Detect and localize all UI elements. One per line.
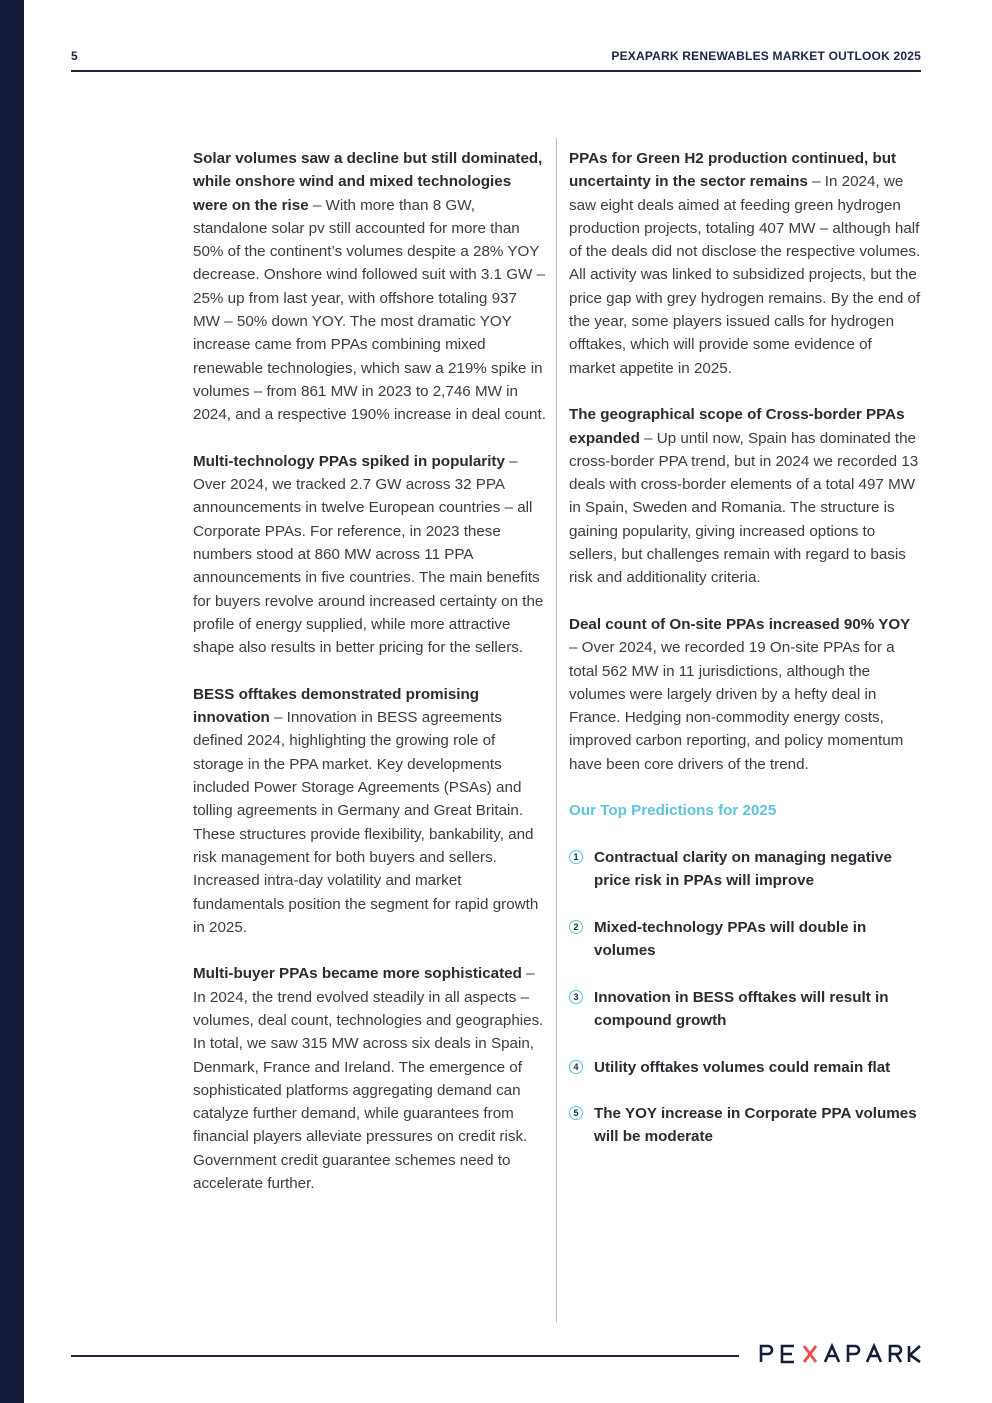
paragraph-body: – Innovation in BESS agreements defined 2024, highlighting the growing role of storage in the PPA market. Key developments included Power Storage Agreements (PSAs) and tolling agreements in Germany and Great Britain. These structures provide flexibility, bankability, and risk management for both buyers and sellers. Increased intra-day volatility and market fundamentals position the segment for rapid growth in 2025. xyxy=(193,709,539,936)
logo-x-mark xyxy=(804,1346,816,1362)
paragraph-heading: Deal count of On-site PPAs increased 90% YOY xyxy=(569,615,911,633)
paragraph-heading: Solar volumes saw a decline but still dominated, while onshore wind and mixed technologies were on the rise xyxy=(193,150,543,214)
prediction-item xyxy=(569,1056,921,1079)
paragraph-heading: The geographical scope of Cross-border PPAs expanded xyxy=(569,406,905,447)
predictions-list xyxy=(569,846,921,1149)
pexapark-logo xyxy=(759,1343,922,1365)
number-circle-icon: 2 xyxy=(569,920,583,934)
paragraph-multi-technology xyxy=(193,450,548,660)
paragraph-multi-buyer xyxy=(193,962,548,1195)
prediction-item xyxy=(569,916,921,963)
paragraph-cross-border xyxy=(569,403,921,589)
number-circle-icon: 5 xyxy=(569,1106,583,1120)
paragraph-body: – In 2024, the trend evolved steadily in all aspects – volumes, deal count, technologies and geographies. In total, we saw 315 MW across six deals in Spain, Denmark, France and Ireland. The emergence of sophisticated platforms aggregating demand can catalyze further demand, while guarantees from financial players alleviate pressures on credit risk. Government credit guarantee schemes need to accelerate further. xyxy=(193,965,544,1193)
number-circle-icon: 3 xyxy=(569,990,583,1004)
paragraph-solar-volumes xyxy=(193,147,548,427)
paragraph-green-h2 xyxy=(569,147,921,380)
paragraph-heading: Multi-buyer PPAs became more sophisticated xyxy=(193,965,522,983)
number-circle-icon: 1 xyxy=(569,850,583,864)
prediction-text: Utility offtakes volumes could remain flat xyxy=(594,1058,891,1076)
number-circle-icon: 4 xyxy=(569,1060,583,1074)
prediction-text: Contractual clarity on managing negative price risk in PPAs will improve xyxy=(594,848,892,890)
paragraph-heading: Multi-technology PPAs spiked in popularity xyxy=(193,452,505,470)
report-title: PEXAPARK RENEWABLES MARKET OUTLOOK 2025 xyxy=(611,49,921,63)
prediction-text: The YOY increase in Corporate PPA volumes will be moderate xyxy=(594,1105,917,1146)
predictions-title: Our Top Predictions for 2025 xyxy=(569,802,777,820)
prediction-text: Innovation in BESS offtakes will result in compound growth xyxy=(594,988,889,1029)
prediction-item xyxy=(569,986,921,1033)
side-accent-bar xyxy=(0,0,24,1403)
paragraph-body: – Over 2024, we tracked 2.7 GW across 32 PPA announcements in twelve European countries – all Corporate PPAs. For reference, in 2023 these numbers stood at 860 MW across 11 PPA announcements in five countries. The main benefits for buyers revolve around increased certainty on the profile of energy supplied, while more attractive shape also results in better pricing for the sellers. xyxy=(193,452,544,657)
prediction-item xyxy=(569,1102,921,1149)
paragraph-heading: BESS offtakes demonstrated promising innovation xyxy=(193,685,480,727)
paragraph-body: – With more than 8 GW, standalone solar pv still accounted for more than 50% of the continent’s volumes despite a 28% YOY decrease. Onshore wind followed suit with 3.1 GW – 25% up from last year, with offshore totaling 937 MW – 50% down YOY. The most dramatic YOY increase came from PPAs combining mixed renewable technologies, which saw a 219% spike in volumes – from 861 MW in 2023 to 2,746 MW in 2024, and a respective 190% increase in deal count. xyxy=(193,196,546,424)
page-header xyxy=(71,48,921,72)
paragraph-on-site xyxy=(569,613,921,776)
left-column xyxy=(193,147,548,1219)
paragraph-body: – In 2024, we saw eight deals aimed at feeding green hydrogen production projects, totaling 407 MW – although half of the deals did not disclose the respective volumes. All activity was linked to subsidized projects, but the price gap with grey hydrogen remains. By the end of the year, some players issued calls for hydrogen offtakes, which will provide some evidence of market appetite in 2025. xyxy=(569,173,921,377)
paragraph-body: – Over 2024, we recorded 19 On-site PPAs for a total 562 MW in 11 jurisdictions, although the volumes were largely driven by a hefty deal in France. Hedging non-commodity energy costs, improved carbon reporting, and policy momentum have been core drivers of the trend. xyxy=(569,639,904,773)
page-number: 5 xyxy=(71,49,78,63)
paragraph-heading: PPAs for Green H2 production continued, but uncertainty in the sector remains xyxy=(569,150,897,191)
paragraph-bess-offtakes xyxy=(193,683,548,939)
footer-rule xyxy=(71,1355,739,1357)
column-divider xyxy=(556,138,557,1322)
prediction-item xyxy=(569,846,921,893)
prediction-text: Mixed-technology PPAs will double in volumes xyxy=(594,918,867,960)
paragraph-body: – Up until now, Spain has dominated the cross-border PPA trend, but in 2024 we recorded 13 deals with cross-border elements of a total 497 MW in Spain, Sweden and Romania. The structure is gaining popularity, giving increased options to sellers, but challenges remain with regard to basis risk and additionality criteria. xyxy=(569,429,919,587)
right-column xyxy=(569,147,921,1172)
